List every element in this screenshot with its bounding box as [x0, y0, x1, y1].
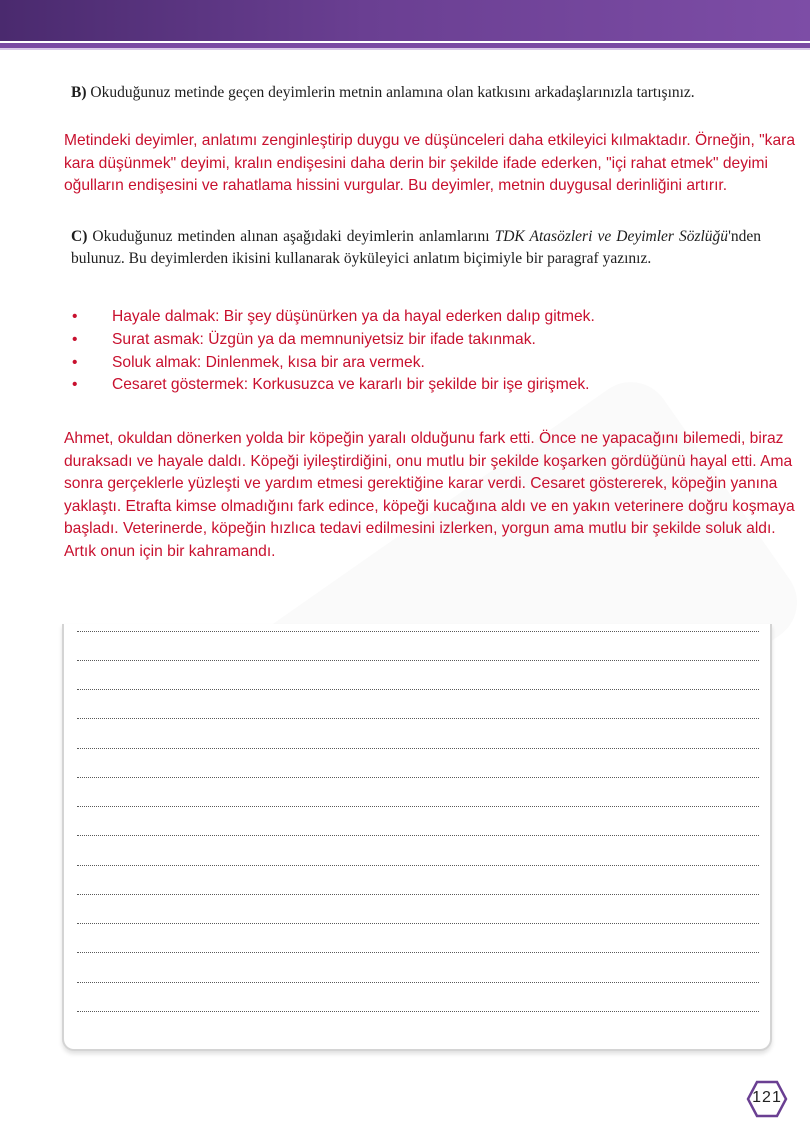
question-b-letter: B)	[71, 84, 87, 101]
writing-area[interactable]	[62, 624, 772, 1051]
writing-line	[77, 923, 759, 924]
bullet-icon: •	[72, 308, 78, 325]
writing-line	[77, 952, 759, 953]
writing-line	[77, 777, 759, 778]
question-c-text-before: Okuduğunuz metinden alınan aşağıdaki deyimlerin anlamlarını	[87, 228, 495, 245]
idiom-text: Hayale dalmak: Bir şey düşünürken ya da hayal ederken dalıp gitmek.	[112, 308, 595, 325]
list-item	[72, 329, 712, 352]
writing-line	[77, 748, 759, 749]
bullet-icon: •	[72, 353, 78, 371]
page-number-badge	[746, 1080, 788, 1118]
idiom-list	[72, 306, 712, 397]
header-rule-light	[0, 48, 810, 50]
idiom-text: Surat asmak: Üzgün ya da memnuniyetsiz bir ifade takınmak.	[112, 330, 536, 348]
writing-line	[77, 718, 759, 719]
page-number: 121	[752, 1089, 782, 1106]
writing-line	[77, 660, 759, 661]
writing-line	[77, 835, 759, 836]
page-header-band	[0, 0, 810, 41]
list-item	[72, 352, 712, 375]
bullet-icon: •	[72, 376, 78, 394]
writing-line	[77, 631, 759, 632]
question-c	[71, 226, 761, 270]
writing-line	[77, 982, 759, 983]
question-b	[71, 82, 761, 104]
writing-line	[77, 894, 759, 895]
answer-c: Ahmet, okuldan dönerken yolda bir köpeğin yaralı olduğunu fark etti. Önce ne yapacağını bilemedi, biraz duraksadı ve hayale daldı. Köpeği iyileştirdiğini, onu mutlu bir şekilde koşarken gördüğünü hayal etti. Ama sonra gerçeklerle yüzleşti ve yardım etmesi gerektiğine karar verdi. Cesaret göstererek, köpeğin yanına yaklaştı. Etrafta kimse olmadığını fark edince, köpeği kucağına aldı ve en yakın veterinere doğru koşmaya başladı. Veterinerde, köpeğin hızlıca tedavi edilmesini izlerken, yorgun ama mutlu bir şekilde soluk aldı. Artık onun için bir kahramandı.	[64, 430, 795, 560]
question-c-source: TDK Atasözleri ve Deyimler Sözlüğü	[494, 228, 729, 245]
answer-b: Metindeki deyimler, anlatımı zenginleştirip duygu ve düşünceleri daha etkileyici kılmaktadır. Örneğin, "kara kara düşünmek" deyimi, kralın endişesini daha derin bir şekilde ifade ederken, "içi rahat etmek" deyimi oğulların endişesini ve rahatlama hissini vurgular. Bu deyimler, metnin duygusal derinliğini artırır.	[64, 132, 796, 195]
list-item	[72, 374, 712, 397]
writing-line	[77, 1011, 759, 1012]
question-c-letter: C)	[71, 228, 88, 245]
question-c-text-after: 'nden bulunuz. Bu deyimlerden ikisini kullanarak öyküleyici anlatım biçimiyle bir paragraf yazınız.	[71, 228, 761, 267]
writing-line	[77, 689, 759, 690]
question-b-text: Okuduğunuz metinde geçen deyimlerin metnin anlamına olan katkısını arkadaşlarınızla tartışınız.	[86, 84, 695, 101]
writing-line	[77, 806, 759, 807]
writing-line	[77, 865, 759, 866]
idiom-text: Cesaret göstermek: Korkusuzca ve kararlı bir şekilde bir işe girişmek.	[112, 376, 590, 394]
idiom-text: Soluk almak: Dinlenmek, kısa bir ara vermek.	[112, 353, 425, 371]
bullet-icon: •	[72, 330, 78, 348]
list-item	[72, 306, 712, 329]
